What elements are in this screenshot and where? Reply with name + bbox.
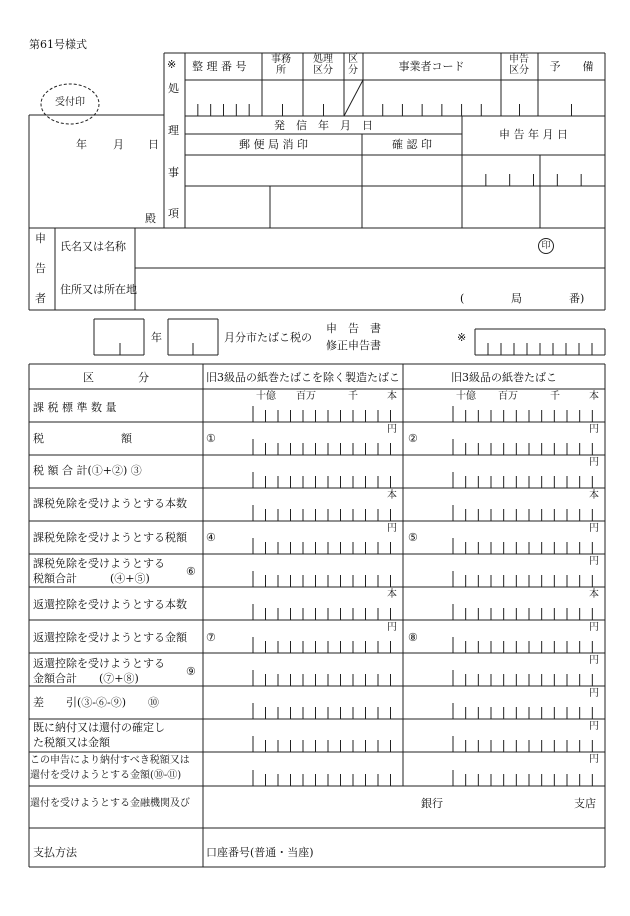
unit-hyakuman-a: 百万 xyxy=(296,391,316,402)
proc-char-2: 理 xyxy=(168,124,179,137)
header-shinkoku-2: 区分 xyxy=(509,65,529,76)
proc-char-4: 項 xyxy=(168,207,179,220)
bank-label: 還付を受けようとする金融機関及び xyxy=(30,798,190,809)
unit-sen-a: 千 xyxy=(348,391,358,402)
yen-11: 円 xyxy=(589,721,599,732)
row-label-7: 返還控除を受けようとする本数 xyxy=(33,598,187,611)
row-label-9c: ⑨ xyxy=(186,665,196,678)
yen-5b: 円 xyxy=(589,523,599,534)
proc-char-3: 事 xyxy=(168,166,179,179)
hon-4b: 本 xyxy=(589,490,599,501)
unit-hon-b: 本 xyxy=(589,391,599,402)
proc-char-1: 処 xyxy=(168,82,179,95)
phone-open: ( xyxy=(460,292,465,305)
row-label-2: 税 額 xyxy=(33,432,132,445)
row-label-9b: 金額合計 (⑦+⑧) xyxy=(33,672,139,685)
header-kubun-1: 区 xyxy=(348,54,358,65)
applicant-char-1: 申 xyxy=(35,232,46,245)
month-label-left: 月 xyxy=(113,138,124,151)
title-month-text: 月分市たばこ税の xyxy=(224,331,312,344)
applicant-char-2: 告 xyxy=(35,262,46,275)
row-label-12b: 還付を受けようとする金額(⑩-⑪) xyxy=(30,770,182,781)
yen-2b: 円 xyxy=(589,424,599,435)
circ-4: ④ xyxy=(206,531,216,544)
circ-2: ② xyxy=(408,432,418,445)
row-label-6c: ⑥ xyxy=(186,565,196,578)
header-shinkoku-1: 申告 xyxy=(509,54,529,65)
row-label-9a: 返還控除を受けようとする xyxy=(33,657,165,670)
hon-7a: 本 xyxy=(387,589,397,600)
col-old3: 旧3級品の紙巻たばこ xyxy=(451,371,557,384)
title-mark: ※ xyxy=(457,331,467,344)
row-label-1: 課 税 標 準 数 量 xyxy=(33,401,117,414)
unit-hyakuman-b: 百万 xyxy=(498,391,518,402)
row-label-10: 差 引(③-⑥-⑨) ⑩ xyxy=(33,696,160,709)
bank-suffix: 銀行 xyxy=(421,797,443,810)
yen-8b: 円 xyxy=(589,622,599,633)
row-label-6a: 課税免除を受けようとする xyxy=(33,557,165,570)
postmark-label: 郵 便 局 消 印 xyxy=(239,138,308,151)
header-jigyosha: 事業者コード xyxy=(398,60,465,73)
row-label-12a: この申告により納付すべき税額又は xyxy=(30,755,190,766)
row-label-11b: た税額又は金額 xyxy=(33,736,110,749)
yen-6: 円 xyxy=(589,556,599,567)
unit-oku-b: 十億 xyxy=(456,391,476,402)
rule-15 xyxy=(344,80,363,116)
payment-label: 支払方法 xyxy=(33,846,77,859)
reception-stamp-label: 受付印 xyxy=(55,97,85,108)
title-year: 年 xyxy=(151,331,162,344)
circ-5: ⑤ xyxy=(408,531,418,544)
yen-8a: 円 xyxy=(387,622,397,633)
title-declaration: 申 告 書 xyxy=(326,322,381,335)
header-kubun-2: 分 xyxy=(348,65,358,76)
header-seiri: 整 理 番 号 xyxy=(192,60,247,73)
year-label-left: 年 xyxy=(76,138,87,151)
address-label: 住所又は所在地 xyxy=(60,283,137,296)
row-label-5: 課税免除を受けようとする税額 xyxy=(33,531,187,544)
sent-date-label: 発 信 年 月 日 xyxy=(274,119,373,132)
name-label: 氏名又は名称 xyxy=(60,240,126,253)
col-manufactured: 旧3級品の紙巻たばこを除く製造たばこ xyxy=(206,371,400,384)
yen-2a: 円 xyxy=(387,424,397,435)
row-label-8: 返還控除を受けようとする金額 xyxy=(33,631,187,644)
col-kubun: 区 分 xyxy=(83,371,149,384)
day-label-left: 日 xyxy=(148,138,159,151)
header-shori-2: 区分 xyxy=(313,65,333,76)
confirm-seal-label: 確 認 印 xyxy=(392,138,432,151)
unit-hon-a: 本 xyxy=(387,391,397,402)
row-label-4: 課税免除を受けようとする本数 xyxy=(33,497,187,510)
row-label-11a: 既に納付又は還付の確定し xyxy=(33,721,165,734)
unit-oku-a: 十億 xyxy=(256,391,276,402)
processing-mark: ※ xyxy=(167,58,177,71)
header-yobi: 予 備 xyxy=(549,60,594,73)
addressee-suffix: 殿 xyxy=(145,212,156,225)
form-number: 第61号様式 xyxy=(29,38,87,51)
row-label-3: 税 額 合 計(①+②) ③ xyxy=(33,464,142,477)
branch-suffix: 支店 xyxy=(574,797,596,810)
hon-7b: 本 xyxy=(589,589,599,600)
circ-1: ① xyxy=(206,432,216,445)
account-number-label: 口座番号(普通・当座) xyxy=(206,846,314,859)
header-shori-1: 処理 xyxy=(313,54,333,65)
hon-4a: 本 xyxy=(387,490,397,501)
seal-mark: 印 xyxy=(538,238,554,254)
circ-7: ⑦ xyxy=(206,631,216,644)
row-label-6b: 税額合計 (④+⑤) xyxy=(33,572,150,585)
header-jimusho-1: 事務 xyxy=(271,54,291,65)
phone-kyoku: 局 xyxy=(511,292,522,305)
applicant-char-3: 者 xyxy=(35,292,46,305)
yen-5a: 円 xyxy=(387,523,397,534)
yen-9: 円 xyxy=(589,655,599,666)
title-amended: 修正申告書 xyxy=(326,339,381,352)
unit-sen-b: 千 xyxy=(550,391,560,402)
yen-3: 円 xyxy=(589,457,599,468)
declaration-date-label: 申 告 年 月 日 xyxy=(499,128,568,141)
yen-12: 円 xyxy=(589,754,599,765)
phone-ban: 番) xyxy=(569,292,585,305)
yen-10: 円 xyxy=(589,688,599,699)
header-jimusho-2: 所 xyxy=(276,65,286,76)
circ-8: ⑧ xyxy=(408,631,418,644)
